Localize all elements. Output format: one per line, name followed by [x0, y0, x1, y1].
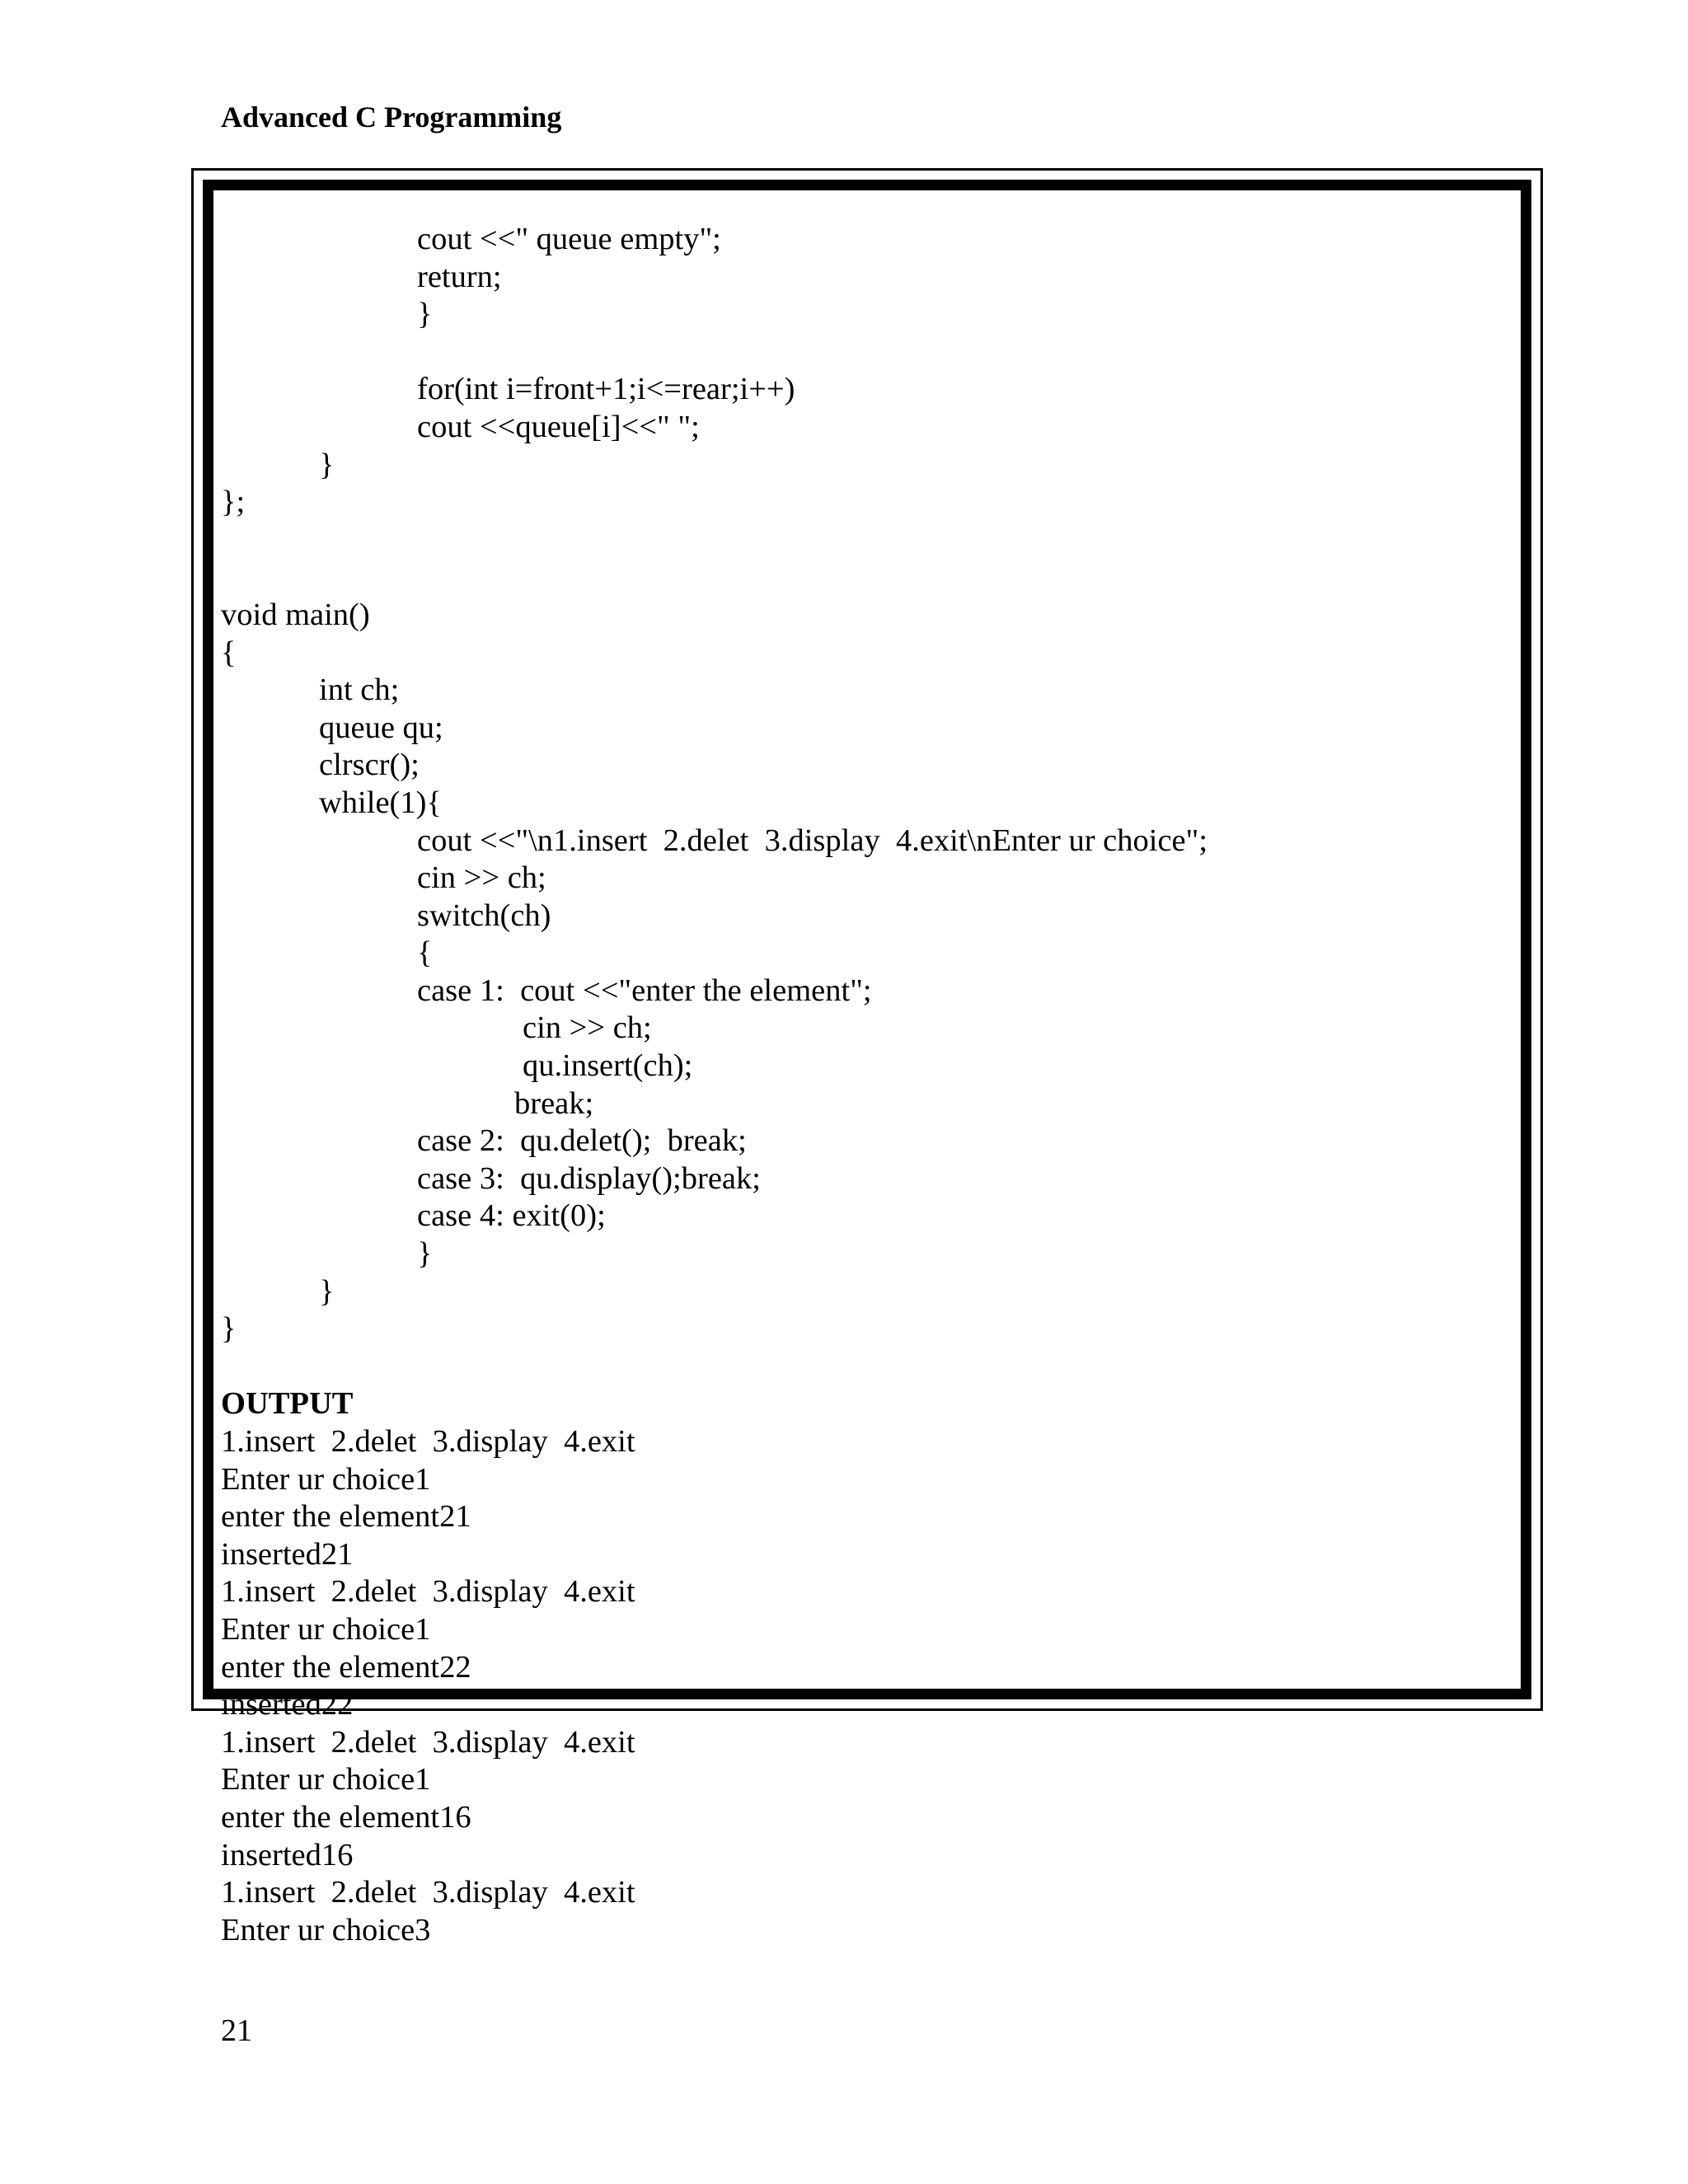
output-line: Enter ur choice1: [221, 1762, 431, 1797]
code-line: cout <<queue[i]<<" ";: [417, 409, 700, 444]
code-line: }: [417, 297, 433, 332]
code-line: void main(): [221, 597, 370, 632]
code-line: case 4: exit(0);: [417, 1198, 606, 1234]
code-line: [221, 334, 1507, 372]
code-line: [221, 559, 1507, 597]
code-line: int ch;: [319, 673, 400, 708]
program-output: [221, 1385, 1507, 1949]
output-line: inserted16: [221, 1837, 354, 1872]
code-line: break;: [514, 1085, 594, 1121]
output-line: 1.insert 2.delet 3.display 4.exit: [221, 1724, 635, 1760]
code-line: [221, 522, 1507, 560]
output-line: inserted22: [221, 1687, 354, 1722]
code-line: while(1){: [319, 785, 442, 820]
code-line: cout <<"\n1.insert 2.delet 3.display 4.exit\nEnter ur choice";: [417, 823, 1208, 858]
code-line: }: [319, 1273, 335, 1309]
output-line: Enter ur choice3: [221, 1912, 431, 1947]
code-listing: [221, 221, 1507, 1348]
code-line: cin >> ch;: [523, 1010, 652, 1046]
code-line: qu.insert(ch);: [523, 1048, 693, 1084]
code-line: }: [319, 447, 335, 482]
code-output-gap: [221, 1348, 1507, 1386]
code-line: {: [417, 935, 433, 971]
output-line: enter the element21: [221, 1499, 471, 1535]
page-number: 21: [221, 2013, 252, 2048]
code-line: case 3: qu.display();break;: [417, 1160, 761, 1196]
code-line: queue qu;: [319, 710, 443, 745]
code-line: for(int i=front+1;i<=rear;i++): [417, 372, 795, 407]
output-line: inserted21: [221, 1536, 354, 1572]
code-line: };: [221, 485, 246, 520]
output-heading: OUTPUT: [221, 1386, 354, 1422]
output-line: enter the element22: [221, 1649, 471, 1685]
output-line: Enter ur choice1: [221, 1611, 431, 1647]
code-line: {: [221, 635, 237, 670]
code-line: cin >> ch;: [417, 860, 546, 896]
output-line: Enter ur choice1: [221, 1461, 431, 1497]
code-line: clrscr();: [319, 748, 420, 783]
page-header-title: Advanced C Programming: [221, 101, 562, 134]
output-line: enter the element16: [221, 1799, 471, 1835]
code-box-content: [221, 221, 1507, 1949]
output-line: 1.insert 2.delet 3.display 4.exit: [221, 1424, 635, 1459]
code-line: case 1: cout <<"enter the element";: [417, 972, 872, 1008]
code-line: cout <<" queue empty";: [417, 222, 721, 256]
output-line: 1.insert 2.delet 3.display 4.exit: [221, 1875, 635, 1910]
code-line: case 2: qu.delet(); break;: [417, 1123, 747, 1159]
output-line: 1.insert 2.delet 3.display 4.exit: [221, 1574, 635, 1610]
code-line: }: [417, 1236, 433, 1272]
code-line: return;: [417, 259, 502, 294]
code-line: switch(ch): [417, 898, 551, 933]
code-line: }: [221, 1311, 237, 1347]
